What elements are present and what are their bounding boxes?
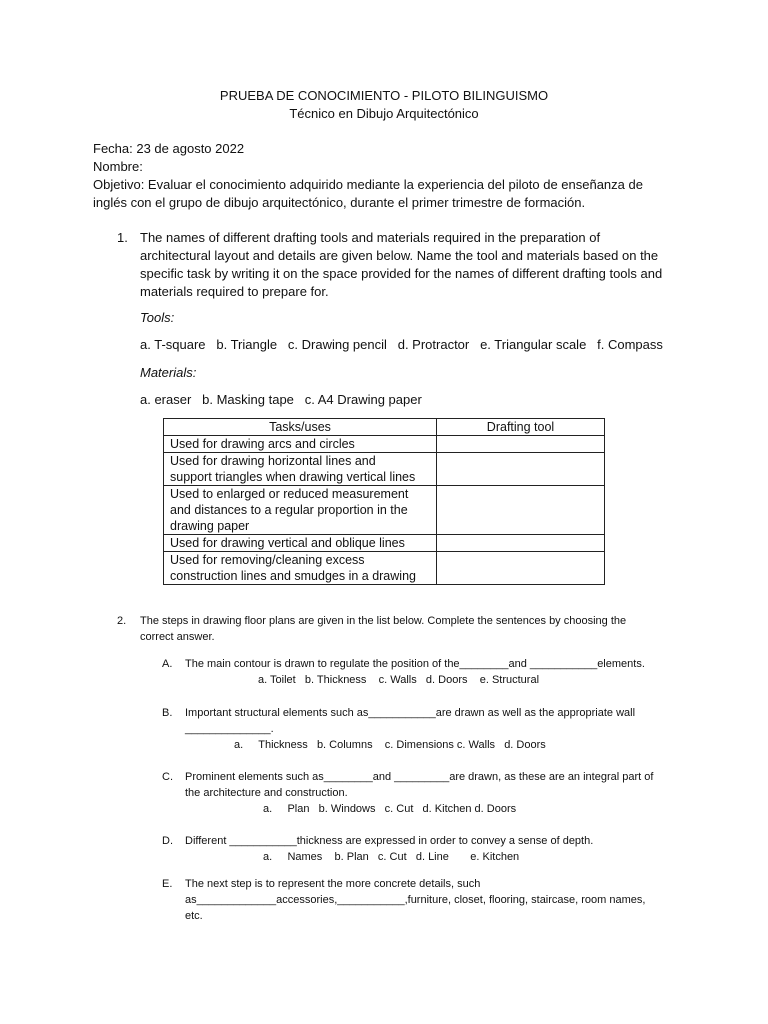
header-drafting-tool: Drafting tool xyxy=(437,419,605,436)
objective-line-1: Objetivo: Evaluar el conocimiento adquirido mediante la experiencia del piloto de enseñanza de xyxy=(93,177,643,192)
table-row xyxy=(164,453,605,486)
item-e-text-3: etc. xyxy=(185,910,203,922)
tools-label: Tools: xyxy=(140,310,175,325)
name-line: Nombre: xyxy=(93,159,143,174)
task-text: support triangles when drawing vertical lines xyxy=(170,470,416,484)
task-text: Used for drawing horizontal lines and xyxy=(170,454,376,468)
task-cell xyxy=(164,436,437,453)
objective-line-2: inglés con el grupo de dibujo arquitectónico, durante el primer trimestre de formación. xyxy=(93,195,586,210)
item-c-options: a. Plan b. Windows c. Cut d. Kitchen d. Doors xyxy=(263,803,517,815)
materials-label: Materials: xyxy=(140,365,197,380)
item-letter: E. xyxy=(162,878,173,890)
q2-intro-line-1: The steps in drawing floor plans are given in the list below. Complete the sentences by choosing the xyxy=(140,615,627,627)
item-letter: B. xyxy=(162,707,173,719)
item-letter: D. xyxy=(162,835,173,847)
task-cell xyxy=(164,535,437,552)
item-c-text-2: the architecture and construction. xyxy=(185,787,348,799)
tool-answer-cell[interactable] xyxy=(437,486,605,535)
tool-answer-cell[interactable] xyxy=(437,453,605,486)
q2-intro-line-2: correct answer. xyxy=(140,631,215,643)
header-tasks: Tasks/uses xyxy=(164,419,437,436)
tool-answer-cell[interactable] xyxy=(437,552,605,585)
task-text: Used for removing/cleaning excess xyxy=(170,553,365,567)
item-b-text-1: Important structural elements such as___________are drawn as well as the appropriate wall xyxy=(185,707,636,719)
task-cell xyxy=(164,552,437,585)
tasks-table xyxy=(163,418,605,585)
item-d-options: a. Names b. Plan c. Cut d. Line e. Kitchen xyxy=(263,851,520,863)
item-d-text: Different ___________thickness are expressed in order to convey a sense of depth. xyxy=(185,835,594,847)
task-text: Used for drawing arcs and circles xyxy=(170,437,355,451)
task-text: construction lines and smudges in a drawing xyxy=(170,569,416,583)
item-e-text-2: as_____________accessories,___________,furniture, closet, flooring, staircase, room names, xyxy=(185,894,646,906)
document-title: PRUEBA DE CONOCIMIENTO - PILOTO BILINGUISMO xyxy=(219,88,549,103)
item-a-text: The main contour is drawn to regulate the position of the________and ___________elements. xyxy=(185,658,645,670)
q2-number: 2. xyxy=(117,615,127,627)
item-letter: A. xyxy=(162,658,173,670)
table-row xyxy=(164,486,605,535)
task-text: Used for drawing vertical and oblique lines xyxy=(170,536,405,550)
task-text: Used to enlarged or reduced measurement xyxy=(170,487,409,501)
item-b-text-2: ______________. xyxy=(185,723,274,735)
item-a-options: a. Toilet b. Thickness c. Walls d. Doors e. Structural xyxy=(258,674,540,686)
task-text: and distances to a regular proportion in the xyxy=(170,503,408,517)
task-text: drawing paper xyxy=(170,519,250,533)
item-letter: C. xyxy=(162,771,173,783)
table-row xyxy=(164,436,605,453)
task-cell xyxy=(164,486,437,535)
q1-line-4: materials required to prepare for. xyxy=(140,284,329,299)
task-cell xyxy=(164,453,437,486)
q1-number: 1. xyxy=(117,230,128,245)
item-c-text-1: Prominent elements such as________and _________are drawn, as these are an integral part of xyxy=(185,771,654,783)
table-row xyxy=(164,535,605,552)
date-line: Fecha: 23 de agosto 2022 xyxy=(93,141,245,156)
table-header-row xyxy=(164,419,605,436)
document-subtitle: Técnico en Dibujo Arquitectónico xyxy=(289,106,479,121)
tools-list: a. T-square b. Triangle c. Drawing pencil d. Protractor e. Triangular scale f. Compass xyxy=(140,337,663,352)
materials-list: a. eraser b. Masking tape c. A4 Drawing paper xyxy=(140,392,422,407)
q1-line-2: architectural layout and details are given below. Name the tool and materials based on the xyxy=(140,248,659,263)
q1-line-3: specific task by writing it on the space provided for the names of different drafting tools and xyxy=(140,266,663,281)
item-e-text-1: The next step is to represent the more concrete details, such xyxy=(185,878,481,890)
tool-answer-cell[interactable] xyxy=(437,535,605,552)
table-row xyxy=(164,552,605,585)
tool-answer-cell[interactable] xyxy=(437,436,605,453)
item-b-options: a. Thickness b. Columns c. Dimensions c. Walls d. Doors xyxy=(234,739,546,751)
q1-line-1: The names of different drafting tools and materials required in the preparation of xyxy=(140,230,601,245)
